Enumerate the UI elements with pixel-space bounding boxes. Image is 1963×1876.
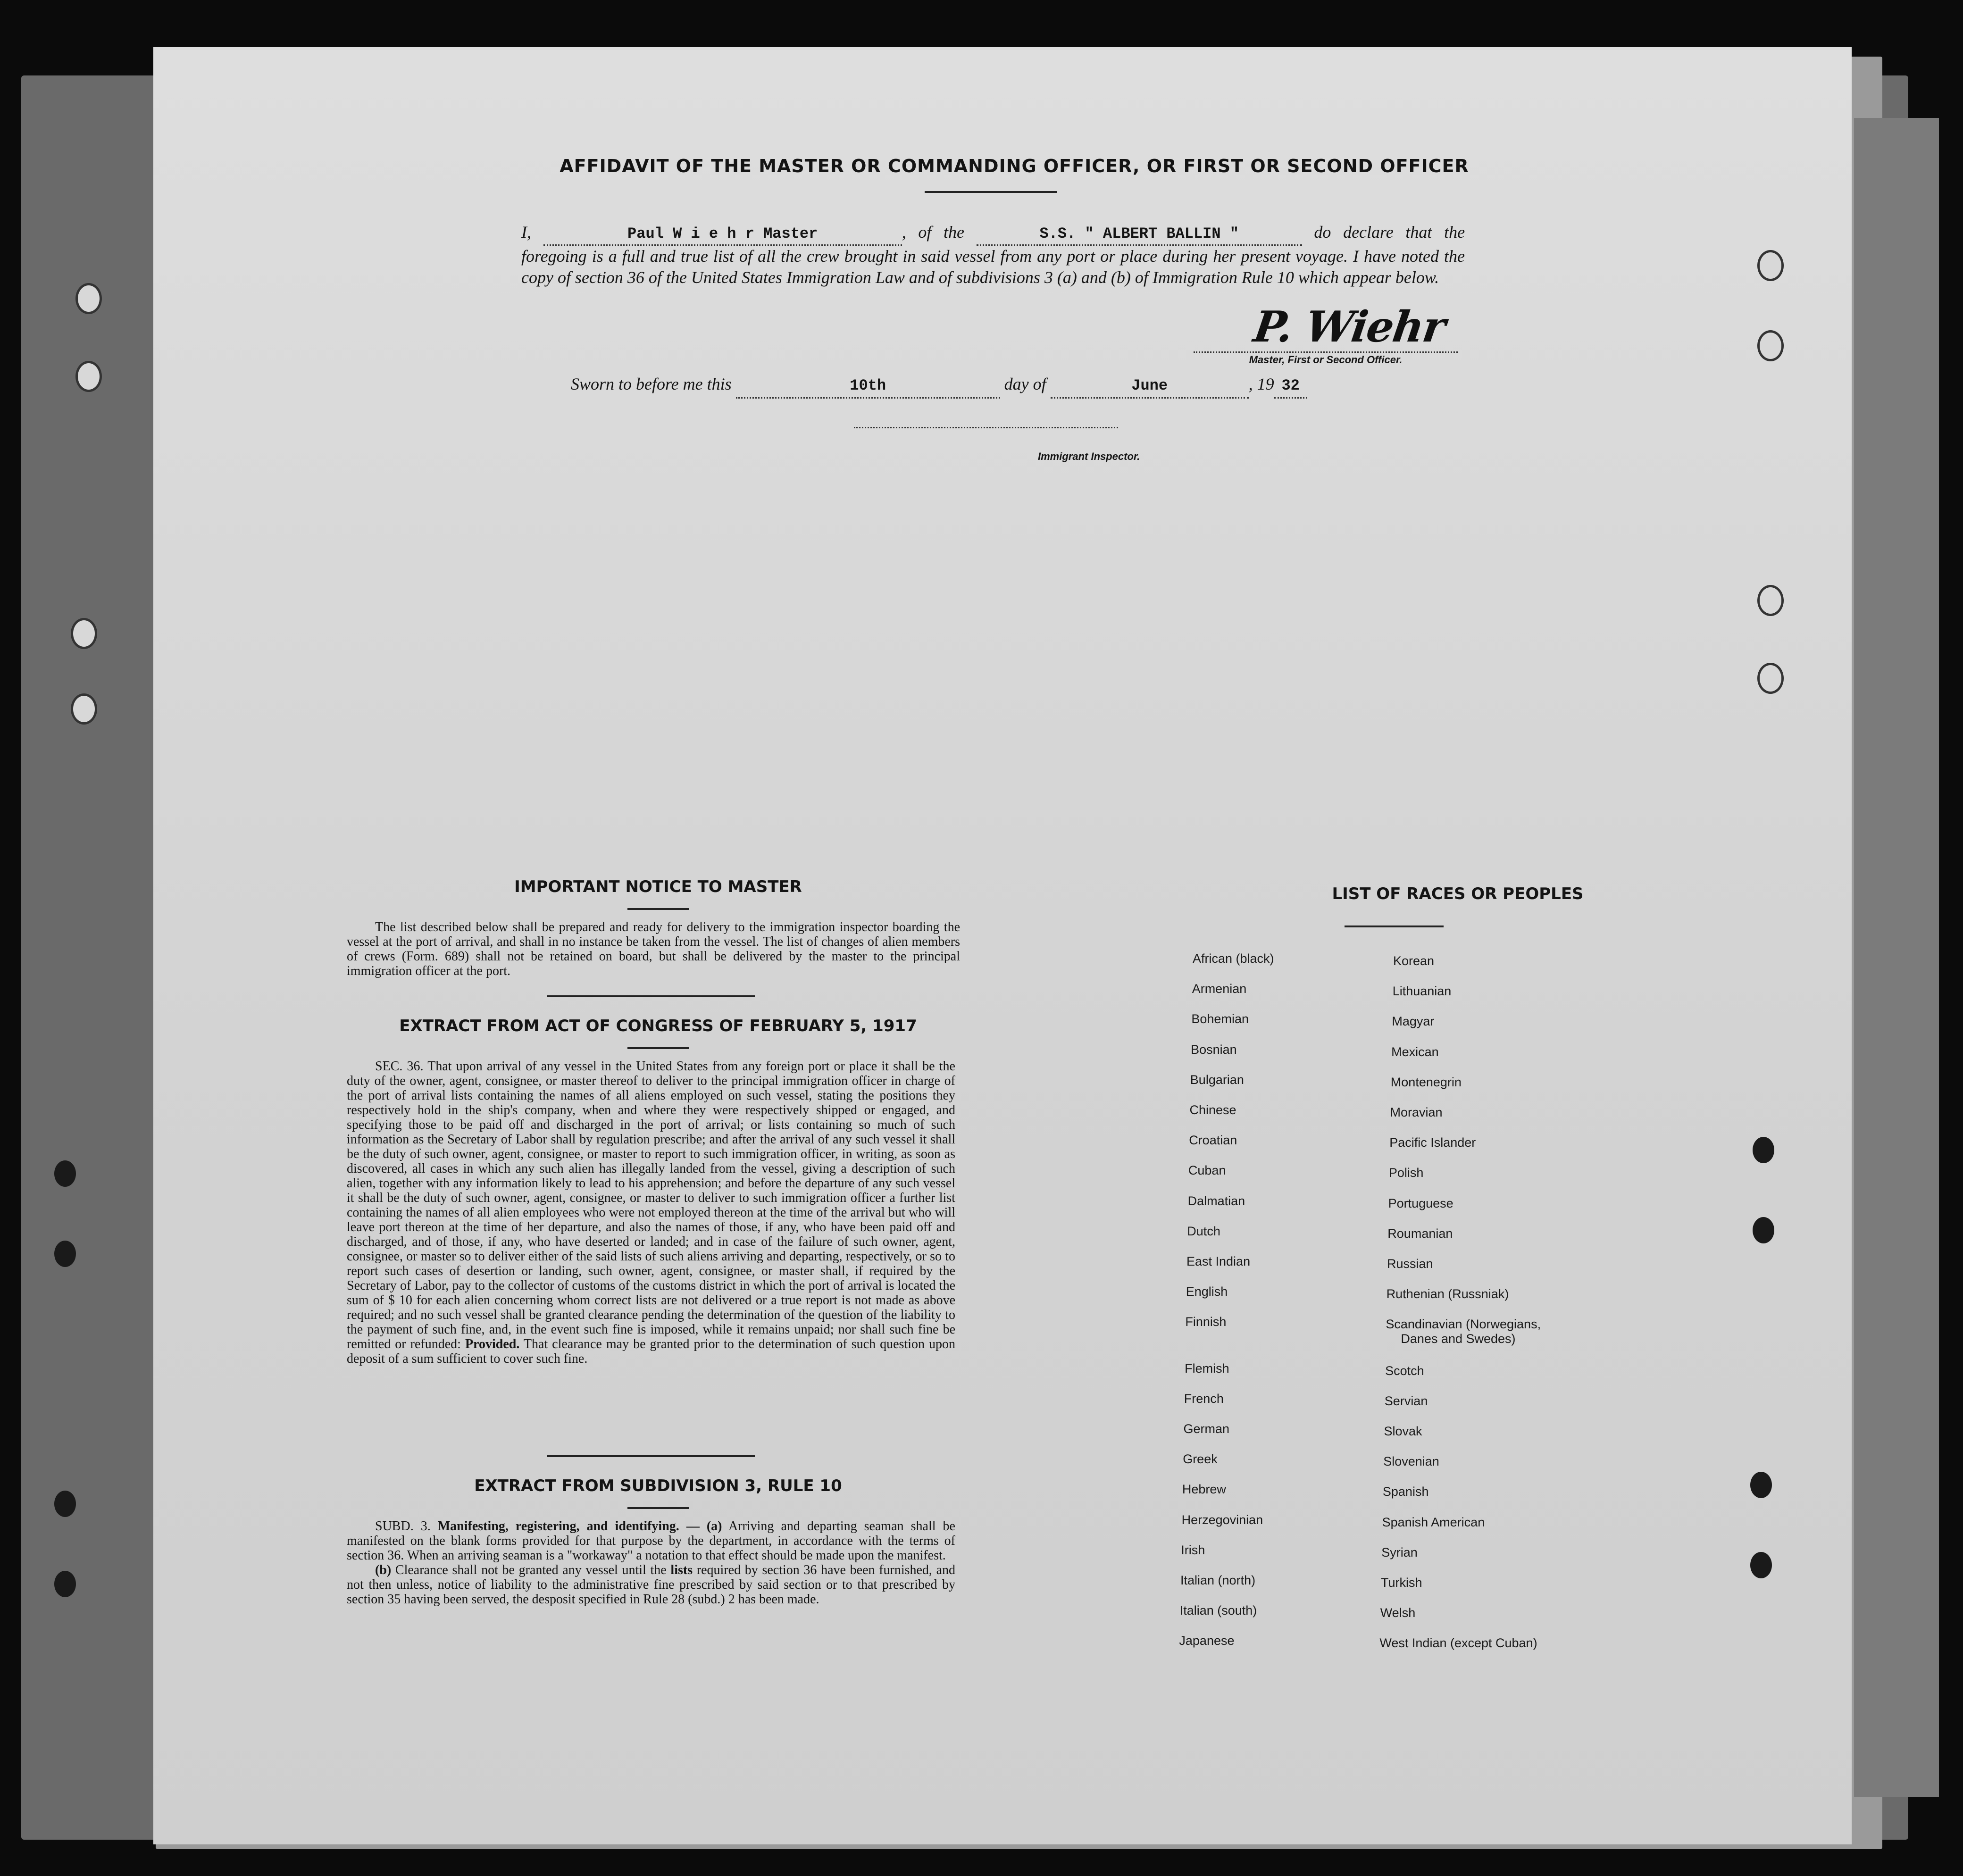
race-item: Dalmatian [1187,1193,1245,1208]
race-item: Italian (south) [1179,1603,1257,1618]
race-item: Danes and Swedes) [1401,1332,1516,1346]
race-item: Croatian [1189,1133,1237,1148]
race-item: East Indian [1186,1254,1251,1268]
race-item: Bulgarian [1190,1072,1244,1087]
race-item: Greek [1183,1452,1218,1467]
race-item: English [1186,1284,1228,1299]
race-item: Hebrew [1182,1482,1226,1497]
race-item: Servian [1384,1393,1428,1408]
act-title: EXTRACT FROM ACT OF CONGRESS OF FEBRUARY 5, 1917 [399,1017,917,1035]
do-declare-label: do declare [1314,223,1394,242]
affidavit-statement [521,222,1465,288]
notice-text [347,920,960,978]
act-body-tail: That clearance may be granted prior to the determination of such question upon deposit of a sum sufficient to cover such fine. [347,1337,956,1366]
race-item: Scandinavian (Norwegians, [1386,1317,1541,1332]
provided-label: Provided. [465,1337,520,1351]
form-code [156,1809,162,1821]
race-item: Pacific Islander [1389,1135,1476,1150]
race-item: French [1184,1391,1224,1406]
race-item: Roumanian [1387,1226,1453,1241]
vessel-field[interactable]: S.S. " ALBERT BALLIN " [977,223,1302,246]
race-item: Moravian [1390,1105,1443,1119]
sworn-year-field[interactable]: 32 [1274,375,1307,399]
binder-hole-icon [75,283,102,314]
subd-b-text: Clearance shall not be granted any vessel until the [395,1563,667,1577]
subd-b-marker: (b) [375,1563,392,1577]
of-the-label: , of the [902,223,965,242]
race-item: Magyar [1392,1014,1435,1029]
binder-hole-icon [54,1241,76,1267]
subd-b-text-2: required by section 36 have been furnished, and not then unless, notice of liability to the administrative fine prescribed by said section or to that prescribed by section 35 having been served, the desposit specified in Rule 28 (subd.) 2 has been made. [347,1563,956,1607]
subd-a-text: Arriving and departing seaman shall be manifested on the blank forms provided for that purpose by the department, in accordance with the terms of section 36. When an arriving seaman is a "workaway" a notation to that effect should be made upon the manifest. [347,1519,955,1563]
binder-hole-icon [1757,250,1784,281]
act-text [347,1059,955,1366]
race-item: West Indian (except Cuban) [1379,1636,1537,1651]
act-paragraph [347,1059,955,1366]
race-item: Russian [1387,1257,1433,1271]
inspector-caption: Immigrant Inspector. [1038,450,1140,462]
day-of-label: day of [1004,375,1046,393]
binder-hole-icon [71,693,97,725]
binder-hole-icon [71,618,97,649]
subd-a-marker: — (a) [686,1519,722,1534]
rule10-paragraph-b [347,1563,955,1607]
race-item: Cuban [1188,1163,1226,1178]
binder-hole-icon [1757,330,1784,361]
race-item: Mexican [1391,1044,1439,1059]
notice-divider [627,908,689,910]
race-item: African (black) [1193,951,1274,966]
year-prefix: , 19 [1248,375,1274,393]
binder-hole-icon [1750,1552,1772,1578]
binder-hole-icon [1753,1137,1774,1163]
race-item: Dutch [1187,1224,1220,1238]
section-divider [547,995,755,997]
sworn-statement [571,373,1467,399]
race-item: Bohemian [1191,1012,1249,1026]
race-item: Flemish [1185,1361,1229,1376]
binder-hole-icon [1750,1472,1772,1498]
race-item: Lithuanian [1392,984,1452,999]
binder-hole-icon [54,1571,76,1597]
binder-hole-icon [54,1491,76,1517]
notice-paragraph: The list described below shall be prepared and ready for delivery to the immigration inspector boarding the vessel at the port of arrival, and shall in no instance be taken from the vessel. The list of changes of alien members of crews (Form. 689) shall not be retained on board, but shall be delivered by the master to the principal immigration officer at the port. [347,920,960,978]
title-divider [925,191,1057,193]
act-body: SEC. 36. That upon arrival of any vessel in the United States from any foreign port or place it shall be the duty of the owner, agent, consignee, or master thereof to deliver to the principal immigration officer in charge of the port of arrival lists containing the names of all aliens employed on such vessel, stating the positions they respectively hold in the ship's company, when and where they were respectively shipped or engaged, and specifying those to be paid off and discharged in the port of arrival; or lists containing so much of such information as the Secretary of Labor shall by regulation prescribe; and after the arrival of any such vessel it shall be the duty of such owner, agent, consignee, or master to report to such immigration officer, in writing, as soon as discovered, all cases in which any such alien has illegally landed from the vessel, giving a description of such alien, together with any information likely to lead to his apprehension; and before the departure of any such vessel it shall be the duty of such owner, agent, consignee, or master to deliver to such immigration officer a further list containing the names of all alien employees who were not employed thereon at the time of the arrival but who will leave port thereon at the time of her departure, and also the names of those, if any, who have been paid off and discharged, and of those, if any, who have deserted or landed; and in case of the failure of such owner, agent, consignee, or master so to deliver either of the said lists of such aliens arriving and departing, respectively, or so to report such cases of desertion or landing, such owner, agent, consignee, or master shall, if required by the Secretary of Labor, pay to the collector of customs of the customs district in which the port of arrival is located the sum of $ 10 for each alien concerning whom correct lists are not delivered or a true report is not made as above required; and no such vessel shall be granted clearance pending the determination of the question of the liability to the payment of such fine, and, in the event such fine is imposed, while it remains unpaid; nor shall such fine be remitted or refunded: [347,1059,955,1351]
race-item: Italian (north) [1180,1573,1256,1587]
notice-title: IMPORTANT NOTICE TO MASTER [514,877,802,896]
sworn-label: Sworn to before me this [571,375,732,393]
binder-hole-icon [54,1160,76,1187]
affidavit-body: that the foregoing is a full and true list of all the crew brought in said vessel from any port or place during her present voyage. I have noted the copy of section 36 of the United States Immigration Law and of subdivisions 3 (a) and (b) of Immigration Rule 10 which appear below. [521,223,1465,287]
subd-heading: Manifesting, registering, and identifying. [437,1519,679,1534]
race-item: Bosnian [1191,1042,1237,1057]
race-item: Armenian [1192,982,1247,996]
race-item: Korean [1393,954,1435,968]
i-label: I, [521,223,531,242]
declarant-field[interactable]: Paul W i e h r Master [543,223,902,246]
sworn-month-field[interactable]: June [1051,375,1249,399]
master-signature[interactable]: P. Wiehr [1250,302,1448,352]
race-item: Spanish [1382,1484,1429,1499]
race-item: Slovenian [1383,1454,1439,1469]
rule10-paragraph-a [347,1519,955,1563]
race-item: Finnish [1185,1315,1227,1329]
race-item: Scotch [1385,1363,1424,1378]
race-item: Portuguese [1388,1196,1453,1210]
section-divider [547,1455,755,1457]
binder-hole-icon [1753,1217,1774,1243]
inspector-signature-line[interactable] [854,427,1118,428]
race-item: Slovak [1384,1424,1422,1438]
race-item: Turkish [1381,1576,1422,1590]
race-item: Montenegrin [1390,1075,1462,1089]
race-item: Ruthenian (Russniak) [1386,1287,1509,1301]
race-item: German [1183,1422,1230,1436]
rule10-divider [627,1507,689,1509]
race-item: Chinese [1189,1103,1236,1117]
races-divider [1345,925,1444,927]
sworn-day-field[interactable]: 10th [736,375,1000,399]
races-title: LIST OF RACES OR PEOPLES [1332,884,1584,903]
race-item: Syrian [1381,1545,1418,1559]
race-item: Herzegovinian [1181,1512,1263,1527]
race-item: Irish [1181,1542,1205,1557]
subd-b-lists: lists [670,1563,693,1577]
race-item: Welsh [1380,1606,1416,1620]
rule10-text [347,1519,955,1607]
signature-caption: Master, First or Second Officer. [1249,354,1403,366]
binder-hole-icon [75,361,102,392]
binder-hole-icon [1757,663,1784,694]
subd-label: SUBD. 3. [375,1519,431,1534]
signature-line [1194,351,1458,353]
rule10-title: EXTRACT FROM SUBDIVISION 3, RULE 10 [474,1476,842,1495]
act-divider [627,1047,689,1049]
race-item: Spanish American [1382,1515,1485,1529]
affidavit-title: AFFIDAVIT OF THE MASTER OR COMMANDING OFFICER, OR FIRST OR SECOND OFFICER [560,156,1469,176]
race-item: Japanese [1179,1634,1235,1648]
binder-hole-icon [1757,585,1784,616]
race-item: Polish [1388,1166,1424,1180]
underlying-sheet-edge [1854,118,1939,1797]
